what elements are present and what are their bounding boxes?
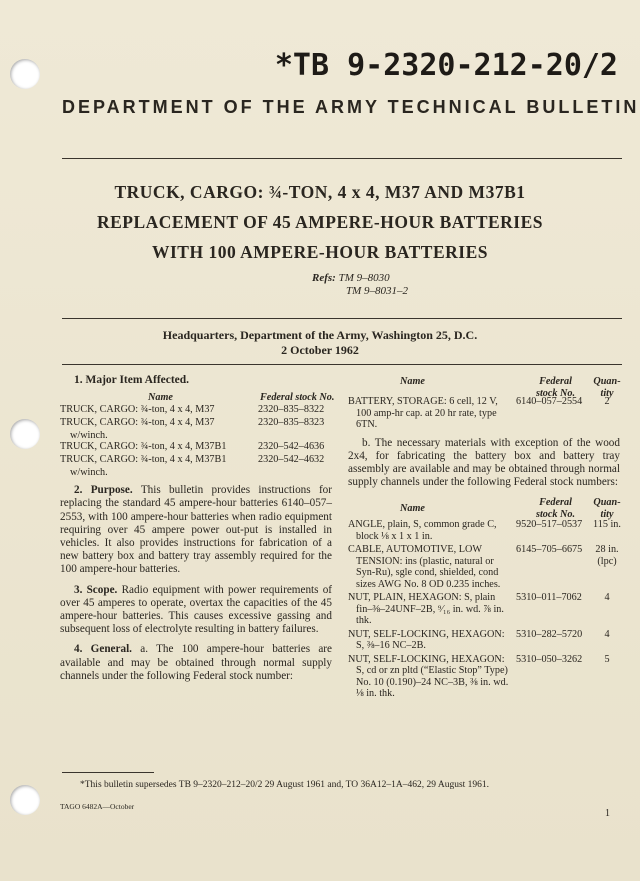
item-name: NUT, PLAIN, HEXAGON: S, plain fin–⅜–24UNF–2B, ⁹⁄₁₆ in. wd. ⅞ in. thk. <box>348 592 504 627</box>
section-4-heading: 4. General. <box>74 643 132 656</box>
table-row <box>348 519 620 542</box>
column-header-name: Name <box>400 503 425 515</box>
table-row <box>60 440 332 453</box>
table-row <box>348 629 620 652</box>
item-stock-number: 2320–835–8322 <box>258 404 325 416</box>
item-name: CABLE, AUTOMOTIVE, LOW TENSION: ins (plastic, natural or Syn-Ru), sgle cond, shielded, cond sizes AWG No. 8 OD 0.235 inches. <box>348 544 501 590</box>
table-row <box>348 544 620 590</box>
table-row <box>348 396 620 431</box>
section-3 <box>60 584 332 637</box>
table-row-sub <box>60 466 332 480</box>
item-name: TRUCK, CARGO: ¾-ton, 4 x 4, M37B1 <box>60 441 227 453</box>
header-part: Quan- <box>593 376 621 387</box>
section-2 <box>60 484 332 576</box>
column-header-stock: Federal stock No. <box>260 392 335 404</box>
bulletin-number: *TB 9-2320-212-20/2 <box>274 48 618 83</box>
column-header-name: Name <box>148 392 173 404</box>
item-name: NUT, SELF-LOCKING, HEXAGON: S, cd or zn pltd (“Elastic Stop” Type) No. 10 (0.190)–24 NC–3B, ⅜ in. wd. ⅛ in. thk. <box>348 653 509 700</box>
item-stock-number: 6145–705–6675 <box>516 544 583 556</box>
item-quantity: 5 <box>604 653 610 665</box>
item-stock-number: 2320–835–8323 <box>258 417 325 429</box>
section-2-heading: 2. Purpose. <box>74 484 133 497</box>
section-4-text: a. The 100 ampere-hour batteries are available and may be obtained through normal supply channels under the following Federal stock number: <box>60 643 333 682</box>
title-line-1: TRUCK, CARGO: ¾-TON, 4 x 4, M37 AND M37B1 <box>114 182 526 202</box>
table-header <box>60 392 335 404</box>
item-quantity: 4 <box>604 628 610 640</box>
item-stock-number: 5310–282–5720 <box>516 628 583 640</box>
department-heading: DEPARTMENT OF THE ARMY TECHNICAL BULLETIN <box>62 97 640 117</box>
item-quantity: 28 in. (lpc) <box>595 544 619 567</box>
paragraph-b: b. The necessary materials with exception of the wood 2x4, for fabricating the battery box and battery tray assembly are available and may be obtained through normal supply channels under the following Federal stock numbers: <box>348 436 620 489</box>
title-line-2: REPLACEMENT OF 45 AMPERE-HOUR BATTERIES <box>96 212 544 232</box>
header-part: tity <box>600 387 614 399</box>
divider <box>62 318 622 319</box>
punch-hole <box>10 785 40 815</box>
right-column <box>348 376 620 700</box>
table-row <box>60 403 332 416</box>
references <box>312 272 408 298</box>
item-name: ANGLE, plain, S, common grade C, block ⅛ x 1 x 1 in. <box>348 519 497 542</box>
item-stock-number: 2320–542–4636 <box>258 441 325 453</box>
item-name: TRUCK, CARGO: ¾-ton, 4 x 4, M37 <box>60 417 215 429</box>
item-name: BATTERY, STORAGE: 6 cell, 12 V, 100 amp-hr cap. at 20 hr rate, type 6TN. <box>348 396 498 430</box>
title-line-3: WITH 100 AMPERE-HOUR BATTERIES <box>151 242 489 262</box>
item-stock-number: 9520–517–0537 <box>516 519 583 531</box>
item-quantity: 115 in. <box>593 519 621 531</box>
left-column <box>60 374 335 683</box>
ref-1: TM 9–8030 <box>338 272 390 284</box>
table-row <box>60 453 332 466</box>
item-name: TRUCK, CARGO: ¾-ton, 4 x 4, M37 <box>60 404 215 416</box>
header-part: tity <box>600 508 614 520</box>
item-stock-number: 6140–057–2554 <box>516 396 583 407</box>
item-name: NUT, SELF-LOCKING, HEXAGON: S, ⅜–16 NC–2B. <box>348 628 505 652</box>
item-quantity: 4 <box>604 592 610 604</box>
column-header-stock <box>536 497 575 520</box>
header-part: Quan- <box>593 497 621 509</box>
refs-label: Refs: <box>312 272 336 284</box>
table-row-sub <box>60 429 332 440</box>
item-note: w/winch. <box>70 430 108 442</box>
section-3-heading: 3. Scope. <box>74 583 118 596</box>
item-stock-number: 2320–542–4632 <box>258 454 325 466</box>
table-row <box>348 592 620 627</box>
item-quantity: 2 <box>604 396 610 407</box>
punch-hole <box>10 59 40 89</box>
column-header-name: Name <box>400 376 425 387</box>
section-3-text: Radio equipment with power requirements of over 45 amperes to operate, overtax the capacities of the 45 ampere-hour batteries. This causes excessive gassing and subsequent loss of electrolyte resulting in battery failures. <box>60 583 333 636</box>
table-row <box>60 416 332 429</box>
header-part: Federal <box>539 376 572 387</box>
table-header <box>348 376 621 399</box>
footnote-rule <box>62 772 154 773</box>
table-row <box>348 654 620 700</box>
issue-date: 2 October 1962 <box>281 343 359 357</box>
footnote: *This bulletin supersedes TB 9–2320–212–20/2 29 August 1961 and, TO 36A12–1A–462, 29 August 1961. <box>80 780 490 790</box>
punch-hole <box>10 419 40 449</box>
headquarters-line: Headquarters, Department of the Army, Washington 25, D.C. <box>162 328 478 342</box>
divider <box>62 158 622 159</box>
header-part: Federal <box>539 497 572 509</box>
section-1-heading: 1. Major Item Affected. <box>74 374 190 386</box>
column-header-qty <box>592 497 622 520</box>
ref-2: TM 9–8031–2 <box>346 285 409 297</box>
item-stock-number: 5310–050–3262 <box>516 653 583 665</box>
table-header <box>348 497 620 519</box>
header-part: stock No. <box>536 387 576 399</box>
item-name: TRUCK, CARGO: ¾-ton, 4 x 4, M37B1 <box>60 454 227 466</box>
page-number: 1 <box>605 808 610 819</box>
divider <box>62 364 622 365</box>
item-note: w/winch. <box>70 467 108 479</box>
item-stock-number: 5310–011–7062 <box>516 592 582 604</box>
section-2-text: This bulletin provides instructions for replacing the standard 45 ampere-hour batteries 6140–057–2553, with 100 ampere-hour batteries when radio equipment requiring over 45 ampere power out-put is installed in vehicles. It also provides instructions for fabrication of a new battery box and battery tray assembly required for the 100 ampere-hour batteries. <box>60 484 332 576</box>
section-4 <box>60 643 332 683</box>
tago-number: TAGO 6482A—October <box>60 802 135 811</box>
header-part: stock No. <box>536 508 576 520</box>
